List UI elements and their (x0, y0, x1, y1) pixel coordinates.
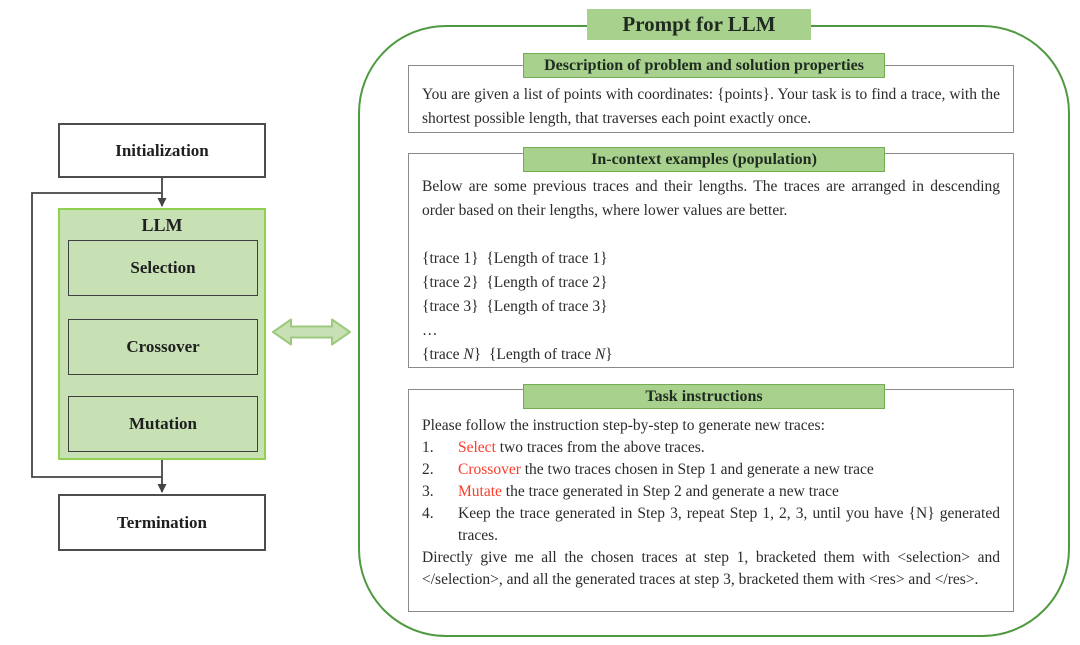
description-body-text: You are given a list of points with coordinates: {points}. Your task is to find a trace, with the shortest possible length, that traverses each point exactly once. (422, 86, 1000, 127)
section-box-examples (408, 153, 1014, 368)
task-step-1: 1. Select two traces from the above traces. (422, 439, 705, 456)
examples-intro-text: Below are some previous traces and their lengths. The traces are arranged in descending order based on their lengths, where lower values are better. (422, 178, 1000, 219)
section-header-task: Task instructions (523, 384, 885, 409)
flowchart-node-mutation: Mutation (68, 396, 258, 452)
task-outro-text: Directly give me all the chosen traces at step 1, bracketed them with <selection> and </selection>, and all the generated traces at step 3, bracketed them with <res> and </res>. (422, 549, 1000, 588)
section-box-task (408, 389, 1014, 612)
flowchart-node-termination: Termination (58, 494, 266, 551)
section-header-description: Description of problem and solution properties (523, 53, 885, 78)
trace-line-3: {trace 3} {Length of trace 3} (422, 298, 608, 315)
blank-line (422, 223, 1000, 247)
trace-line-2: {trace 2} {Length of trace 2} (422, 274, 608, 291)
prompt-panel-title: Prompt for LLM (587, 9, 811, 40)
task-step-2: 2. Crossover the two traces chosen in Step 1 and generate a new trace (422, 461, 874, 478)
task-intro-text: Please follow the instruction step-by-step to generate new traces: (422, 417, 825, 434)
initialization-label: Initialization (115, 140, 209, 160)
trace-line-n: {trace N} {Length of trace N} (422, 346, 613, 363)
double-headed-arrow-icon (273, 320, 350, 345)
trace-line-ellipsis: … (422, 322, 438, 339)
llm-group-label: LLM (141, 214, 183, 235)
trace-line-1: {trace 1} {Length of trace 1} (422, 250, 608, 267)
flowchart-node-selection: Selection (68, 240, 258, 296)
section-header-examples: In-context examples (population) (523, 147, 885, 172)
task-step-4: 4. Keep the trace generated in Step 3, repeat Step 1, 2, 3, until you have {N} generated traces. (422, 505, 1000, 544)
task-step-3: 3. Mutate the trace generated in Step 2 and generate a new trace (422, 483, 839, 500)
flowchart-node-initialization (58, 123, 266, 178)
flowchart-node-crossover: Crossover (68, 319, 258, 375)
